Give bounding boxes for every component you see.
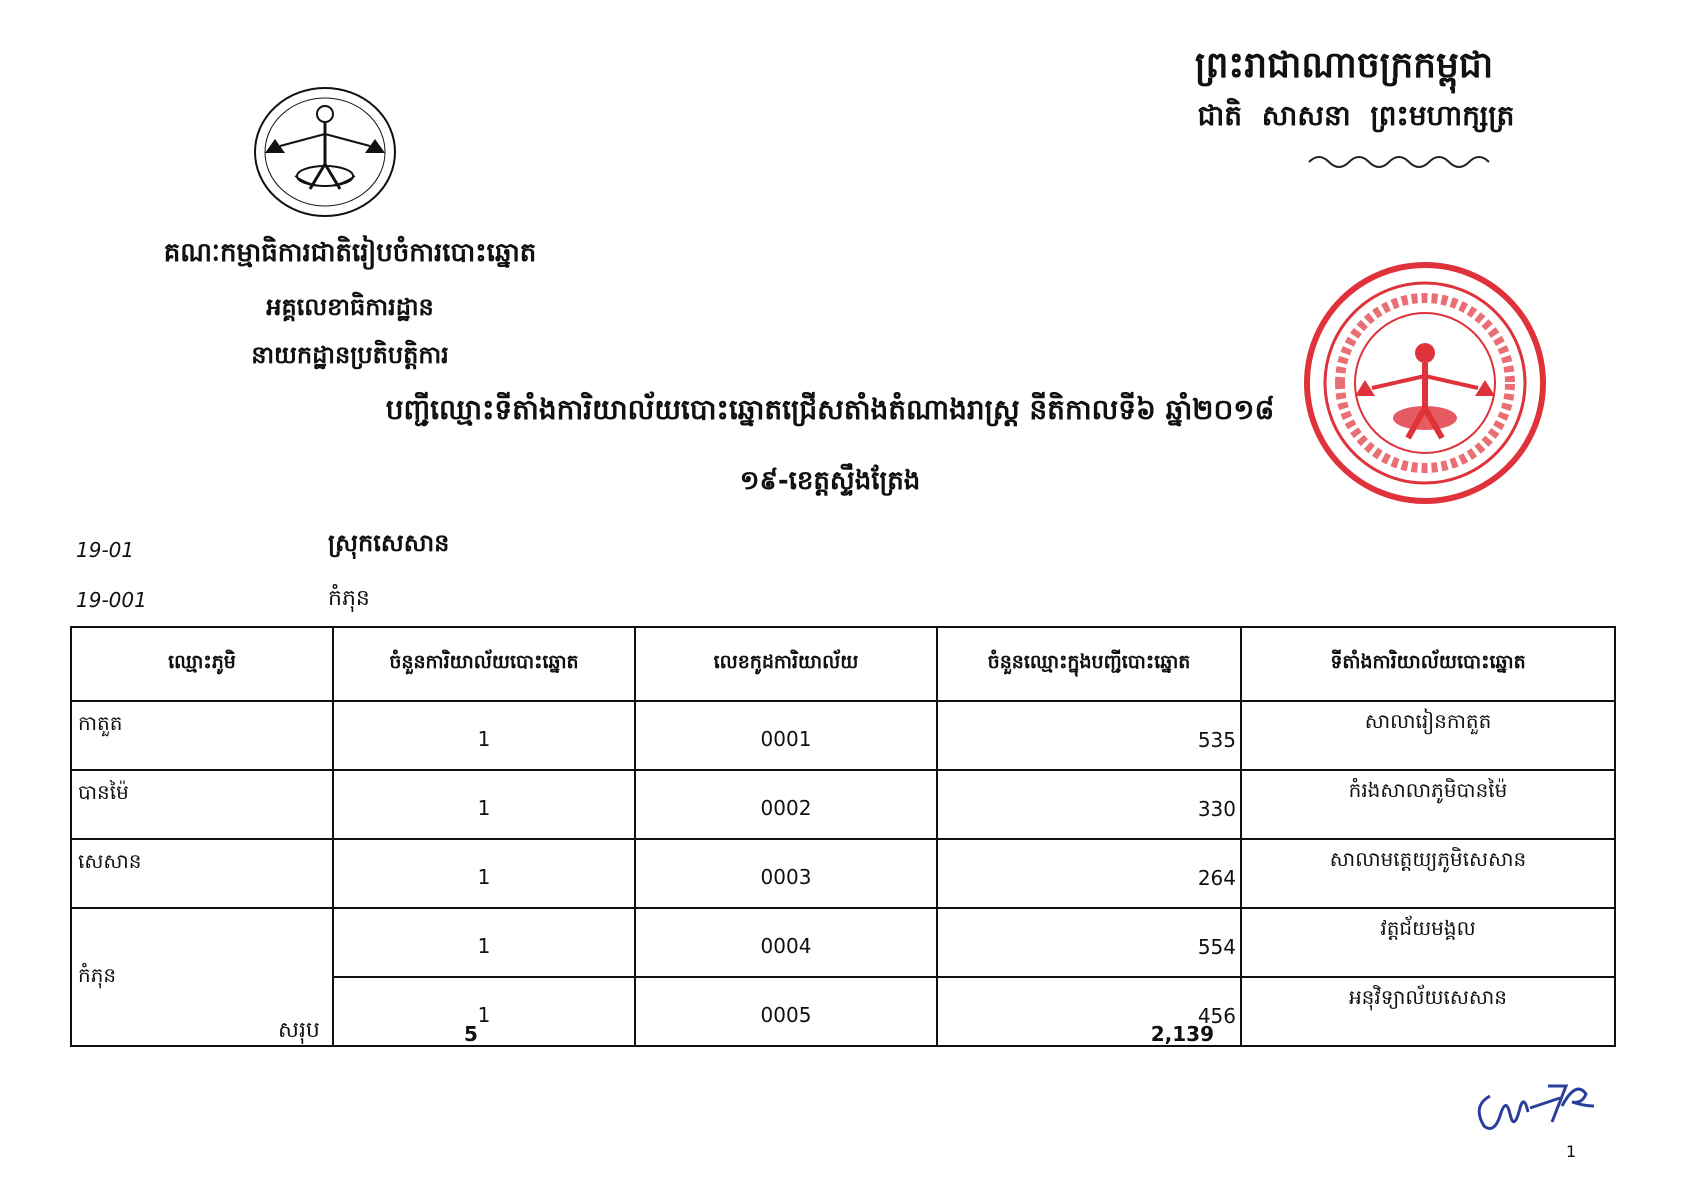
cell-office-code: 0003 <box>635 839 937 908</box>
cell-location: សាលារៀនកាតួត <box>1241 701 1615 770</box>
cell-office-count: 1 <box>333 839 635 908</box>
cell-voter-count: 330 <box>937 770 1241 839</box>
table-row <box>71 701 1615 770</box>
table-header-row <box>71 627 1615 701</box>
secretariat-name: អគ្គលេខាធិការដ្ឋាន <box>266 293 434 321</box>
table-row <box>71 839 1615 908</box>
table-row <box>71 770 1615 839</box>
cell-office-count: 1 <box>333 977 635 1046</box>
cell-location: វត្តជ័យមង្គល <box>1241 908 1615 977</box>
total-voter-count: 2,139 <box>1150 1022 1214 1046</box>
header-location: ទីតាំងការិយាល័យបោះឆ្នោត <box>1241 627 1615 701</box>
total-office-count: 5 <box>464 1022 478 1046</box>
department-name: នាយកដ្ឋានប្រតិបត្តិការ <box>251 341 449 369</box>
cell-location: អនុវិទ្យាល័យសេសាន <box>1241 977 1615 1046</box>
header-voter-count: ចំនួនឈ្មោះក្នុងបញ្ជីបោះឆ្នោត <box>937 627 1241 701</box>
cell-village: កំភុន <box>71 908 333 1046</box>
commune-code: 19-001 <box>76 588 147 612</box>
cell-village: បានម៉ៃ <box>71 770 333 839</box>
district-name: ស្រុកសេសាន <box>328 529 450 557</box>
cell-location: សាលាមត្តេយ្យភូមិសេសាន <box>1241 839 1615 908</box>
document-title: បញ្ជីឈ្មោះទីតាំងការិយាល័យបោះឆ្នោតជ្រើសតាំងតំណាងរាស្ត្រ នីតិកាលទី៦ ឆ្នាំ២០១៨ <box>385 393 1275 426</box>
cell-location: កំរងសាលាភូមិបានម៉ៃ <box>1241 770 1615 839</box>
header-office-count: ចំនួនការិយាល័យបោះឆ្នោត <box>333 627 635 701</box>
province-heading: ១៩-ខេត្តស្ទឹងត្រែង <box>739 466 921 496</box>
signature-mark <box>1470 1076 1610 1136</box>
header-office-code: លេខកូដការិយាល័យ <box>635 627 937 701</box>
cell-office-code: 0002 <box>635 770 937 839</box>
nec-emblem-icon <box>250 84 400 220</box>
header-village: ឈ្មោះភូមិ <box>71 627 333 701</box>
table-row <box>71 908 1615 977</box>
cell-voter-count: 554 <box>937 908 1241 977</box>
cell-village: កាតួត <box>71 701 333 770</box>
official-seal-stamp <box>1300 258 1550 508</box>
cell-office-count: 1 <box>333 701 635 770</box>
cell-office-count: 1 <box>333 908 635 977</box>
cell-village: សេសាន <box>71 839 333 908</box>
commune-name: កំភុន <box>328 586 370 611</box>
committee-name: គណៈកម្មាធិការជាតិរៀបចំការបោះឆ្នោត <box>163 238 537 268</box>
cell-voter-count: 535 <box>937 701 1241 770</box>
cell-voter-count: 264 <box>937 839 1241 908</box>
ornament-divider <box>1304 150 1494 170</box>
polling-station-table <box>70 626 1616 1047</box>
kingdom-title: ព្រះរាជាណាចក្រកម្ពុជា <box>1194 45 1494 86</box>
cell-office-code: 0005 <box>635 977 937 1046</box>
national-motto: ជាតិ សាសនា ព្រះមហាក្សត្រ <box>1197 99 1515 132</box>
district-code: 19-01 <box>76 538 135 562</box>
cell-voter-count: 456 <box>937 977 1241 1046</box>
cell-office-code: 0001 <box>635 701 937 770</box>
cell-office-code: 0004 <box>635 908 937 977</box>
page-number: 1 <box>1566 1142 1577 1161</box>
total-label: សរុប <box>278 1018 320 1043</box>
cell-office-count: 1 <box>333 770 635 839</box>
